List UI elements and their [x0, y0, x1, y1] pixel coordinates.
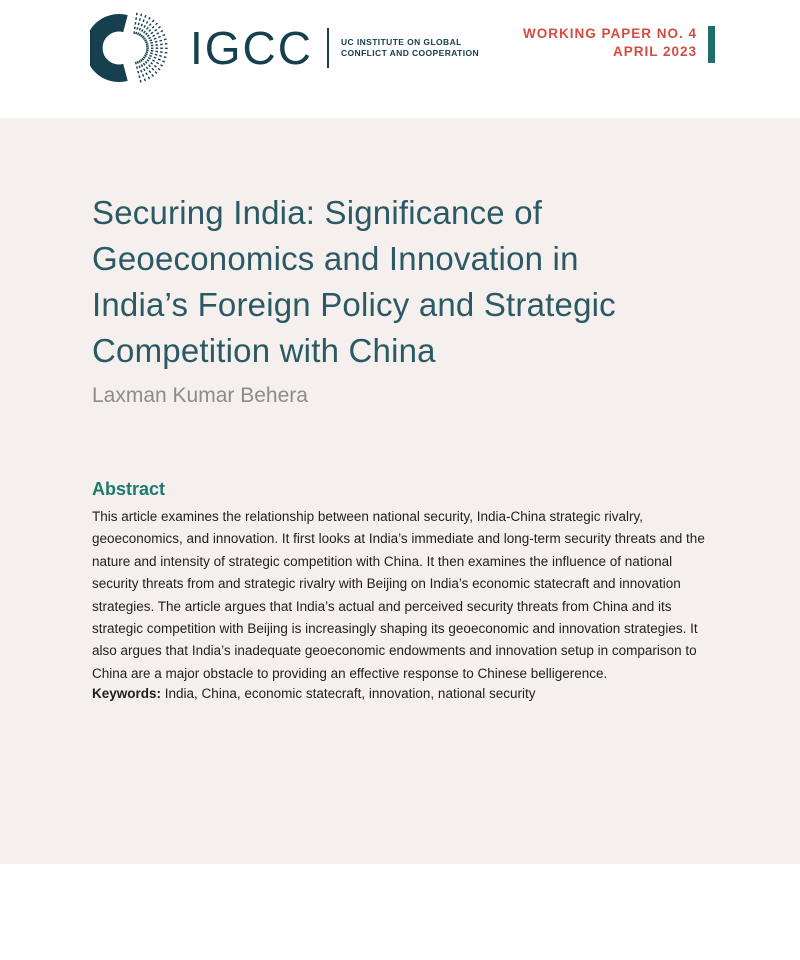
paper-title-line4: Competition with China — [92, 332, 436, 369]
igcc-tagline-line2: CONFLICT AND COOPERATION — [341, 48, 480, 58]
keywords-values: India, China, economic statecraft, innovation, national security — [161, 686, 536, 701]
header — [0, 0, 800, 118]
footer-spacer — [0, 864, 800, 960]
logo-divider — [327, 28, 329, 68]
paper-title-line3: India’s Foreign Policy and Strategic — [92, 286, 616, 323]
abstract-text: This article examines the relationship between national security, India-China strategic rivalry, geoeconomics, and innovation. It first looks at India’s immediate and long-term security threats and the nature and intensity of strategic competition with China. It then examines the influence of national security threats from and strategic rivalry with Beijing on India’s economic statecraft and innovation strategies. The article argues that India’s actual and perceived security threats from China and its strategic competition with Beijing is increasingly shaping its geoeconomic and innovation strategies. It also argues that India’s inadequate geoeconomic endowments and innovation setup in comparison to China are a major obstacle to providing an effective response to Chinese belligerence. — [92, 509, 705, 681]
cover-body — [0, 118, 800, 864]
igcc-logo-mark-icon — [90, 6, 174, 90]
issue-date: APRIL 2023 — [612, 44, 697, 59]
issue-text — [523, 25, 697, 61]
igcc-wordmark: IGCC — [190, 22, 313, 74]
issue-info — [523, 25, 715, 63]
issue-accent-bar — [708, 26, 715, 63]
abstract-heading: Abstract — [92, 479, 166, 499]
igcc-tagline — [341, 37, 479, 59]
paper-title-line1: Securing India: Significance of — [92, 194, 543, 231]
igcc-logo — [90, 6, 479, 90]
paper-title — [92, 190, 616, 374]
igcc-tagline-line1: UC INSTITUTE ON GLOBAL — [341, 37, 462, 47]
paper-title-line2: Geoeconomics and Innovation in — [92, 240, 579, 277]
keywords-line — [92, 686, 716, 701]
author-name: Laxman Kumar Behera — [92, 384, 308, 407]
keywords-label: Keywords: — [92, 686, 162, 701]
working-paper-number: WORKING PAPER NO. 4 — [522, 26, 697, 41]
